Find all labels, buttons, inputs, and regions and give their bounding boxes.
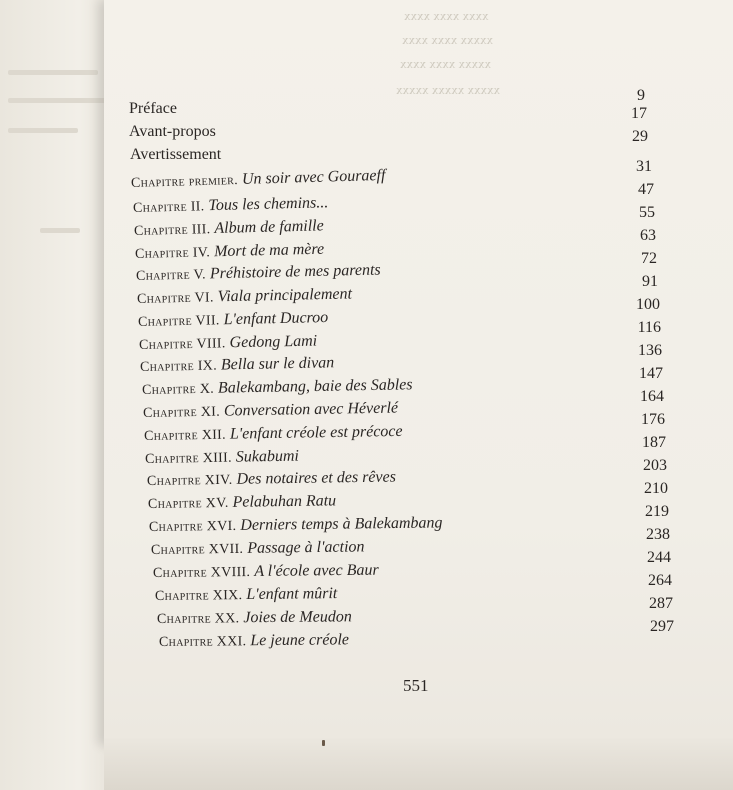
- page-number: 55: [639, 204, 655, 221]
- page-number: 287: [649, 595, 673, 612]
- toc-entry-avertissement: Avertissement: [130, 146, 222, 163]
- page-number: 17: [631, 105, 647, 122]
- page-number: 164: [640, 388, 664, 405]
- toc-entry-avant-propos: Avant-propos: [129, 123, 216, 140]
- page-number: 72: [641, 250, 657, 267]
- page-number: 9: [637, 87, 645, 104]
- toc-entry-chapter: Chapitre XVIII. A l'école avec Baur: [152, 561, 379, 581]
- toc-entry-chapter: Chapitre X. Balekambang, baie des Sables: [141, 376, 413, 398]
- page-number: 238: [646, 526, 670, 543]
- page-number: 219: [645, 503, 669, 520]
- page-number: 264: [648, 572, 672, 589]
- toc-entry-chapter: Chapitre V. Préhistoire de mes parents: [135, 261, 381, 284]
- page-number: 244: [647, 549, 671, 566]
- page-number: 47: [638, 181, 654, 198]
- page-number: 297: [650, 618, 674, 635]
- reverse-side-bleed-through: xxxx xxxx xxxx xxxxx xxxx xxxx xxxxx xxxx xxxx xxxxx xxxxx xxxxx: [396, 8, 500, 97]
- toc-entry-chapter: Chapitre II. Tous les chemins...: [132, 194, 329, 216]
- toc-entry-chapter: Chapitre XIX. L'enfant mûrit: [154, 585, 338, 604]
- page-number: 100: [636, 296, 660, 313]
- toc-entry-chapter: Chapitre VIII. Gedong Lami: [138, 332, 318, 353]
- toc-entry-chapter: Chapitre III. Album de famille: [133, 217, 324, 239]
- ink-speck: [322, 740, 325, 746]
- toc-entry-chapter: Chapitre XII. L'enfant créole est précoce: [143, 422, 403, 444]
- page-number: 187: [642, 434, 666, 451]
- page-number: 116: [637, 319, 661, 336]
- toc-entry-chapter: Chapitre premier. Un soir avec Gouraeff: [130, 166, 386, 191]
- toc-entry-chapter: Chapitre IV. Mort de ma mère: [134, 240, 325, 262]
- toc-entry-chapter: Chapitre VII. L'enfant Ducroo: [137, 309, 329, 330]
- toc-entry-chapter: Chapitre XX. Joies de Meudon: [156, 608, 352, 627]
- toc-entry-chapter: Chapitre XV. Pelabuhan Ratu: [147, 492, 337, 512]
- toc-entry-chapter: Chapitre XIV. Des notaires et des rêves: [146, 468, 397, 489]
- toc-entry-chapter: Chapitre XIII. Sukabumi: [144, 447, 300, 467]
- toc-entry-chapter: Chapitre XI. Conversation avec Héverlé: [142, 399, 399, 421]
- page-number: 203: [643, 457, 667, 474]
- page-folio: 551: [403, 676, 429, 695]
- page-number: 136: [638, 342, 662, 359]
- toc-entry-chapter: Chapitre VI. Viala principalement: [136, 285, 353, 307]
- toc-entry-chapter: Chapitre IX. Bella sur le divan: [139, 354, 335, 375]
- page-number: 147: [639, 365, 663, 382]
- toc-entry-preface: Préface: [129, 100, 177, 117]
- toc-entry-chapter: Chapitre XVII. Passage à l'action: [150, 538, 365, 558]
- page-number: 176: [641, 411, 665, 428]
- page-number: 91: [642, 273, 658, 290]
- toc-entry-chapter: Chapitre XXI. Le jeune créole: [158, 631, 350, 650]
- page-number: 31: [636, 158, 652, 175]
- toc-entry-chapter: Chapitre XVI. Derniers temps à Balekambang: [148, 514, 443, 535]
- page-number: 29: [632, 128, 648, 145]
- page-number: 63: [640, 227, 656, 244]
- page-number: 210: [644, 480, 668, 497]
